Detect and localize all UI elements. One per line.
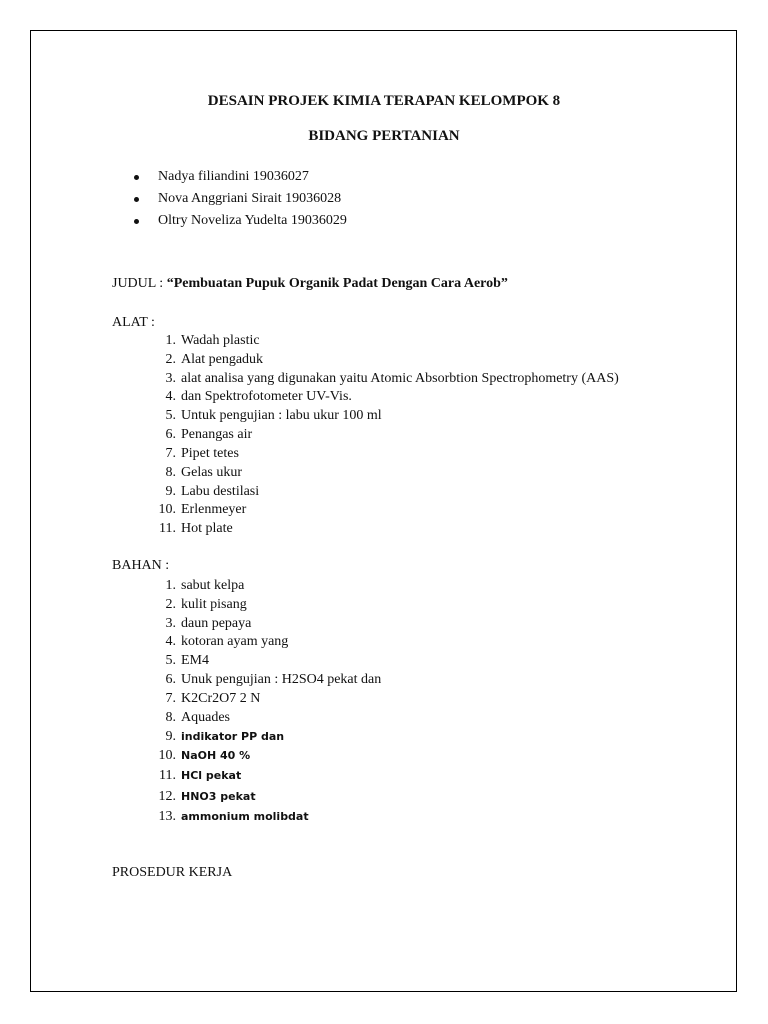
alat-item-text: Wadah plastic <box>181 333 260 348</box>
alat-item-text: Gelas ukur <box>181 465 243 480</box>
bullet-icon <box>134 175 139 180</box>
bullet-icon <box>134 197 139 202</box>
bahan-item-number: 11. <box>159 768 176 783</box>
alat-item-text: Pipet tetes <box>181 446 239 461</box>
alat-item-number: 1. <box>165 333 176 348</box>
alat-item-number: 11. <box>159 521 176 536</box>
document-title: DESAIN PROJEK KIMIA TERAPAN KELOMPOK 8 <box>207 93 561 109</box>
member-name: Nadya filiandini 19036027 <box>158 169 309 184</box>
alat-item-text: Labu destilasi <box>181 484 260 499</box>
bahan-item-number: 3. <box>165 616 176 631</box>
bahan-heading: BAHAN : <box>112 558 170 573</box>
alat-item-number: 5. <box>165 408 176 423</box>
prosedur-heading: PROSEDUR KERJA <box>112 865 233 880</box>
alat-item-text: Alat pengaduk <box>181 352 264 367</box>
bahan-item-number: 2. <box>165 597 176 612</box>
alat-heading: ALAT : <box>112 315 155 330</box>
bahan-item-number: 12. <box>158 789 176 804</box>
bahan-item-text: NaOH 40 % <box>181 749 251 762</box>
alat-item-text: Penangas air <box>181 427 253 442</box>
bahan-item-text: ammonium molibdat <box>181 810 309 823</box>
alat-item-number: 9. <box>165 484 176 499</box>
alat-item-number: 6. <box>165 427 176 442</box>
bahan-item-number: 5. <box>165 653 176 668</box>
bahan-item-text: kotoran ayam yang <box>181 634 289 649</box>
bahan-item-text: Aquades <box>181 710 230 725</box>
member-name: Oltry Noveliza Yudelta 19036029 <box>158 213 347 228</box>
bahan-item-text: HCl pekat <box>181 769 242 782</box>
bahan-item-text: K2Cr2O7 2 N <box>181 691 261 706</box>
bahan-item-text: indikator PP dan <box>181 730 285 743</box>
bahan-item-number: 7. <box>165 691 176 706</box>
alat-item-number: 7. <box>165 446 176 461</box>
alat-item-text: Erlenmeyer <box>181 502 247 517</box>
judul-label: JUDUL : <box>112 276 167 291</box>
alat-item-number: 3. <box>165 371 176 386</box>
bahan-item-text: EM4 <box>181 653 209 668</box>
bahan-item-number: 4. <box>165 634 176 649</box>
bahan-item-number: 9. <box>165 729 176 744</box>
alat-item-number: 4. <box>165 389 176 404</box>
judul-value: “Pembuatan Pupuk Organik Padat Dengan Cara Aerob” <box>166 276 508 291</box>
alat-item-number: 2. <box>165 352 176 367</box>
bahan-item-text: daun pepaya <box>181 616 252 631</box>
bahan-item-text: kulit pisang <box>181 597 247 612</box>
member-name: Nova Anggriani Sirait 19036028 <box>158 191 342 206</box>
bahan-item-text: Unuk pengujian : H2SO4 pekat dan <box>181 672 382 687</box>
bahan-item-number: 8. <box>165 710 176 725</box>
alat-item-text: Hot plate <box>181 521 233 536</box>
judul-line <box>112 276 508 292</box>
bahan-item-text: HNO3 pekat <box>181 790 256 803</box>
bullet-icon <box>134 219 139 224</box>
alat-item-text: alat analisa yang digunakan yaitu Atomic Absorbtion Spectrophometry (AAS) <box>181 371 619 386</box>
bahan-item-text: sabut kelpa <box>181 578 245 593</box>
bahan-item-number: 1. <box>165 578 176 593</box>
alat-item-number: 10. <box>158 502 176 517</box>
alat-item-number: 8. <box>165 465 176 480</box>
bahan-item-number: 13. <box>158 809 176 824</box>
alat-item-text: dan Spektrofotometer UV-Vis. <box>181 389 352 404</box>
bahan-item-number: 10. <box>158 748 176 763</box>
document-subtitle: BIDANG PERTANIAN <box>308 128 460 144</box>
bahan-item-number: 6. <box>165 672 176 687</box>
alat-item-text: Untuk pengujian : labu ukur 100 ml <box>181 408 382 423</box>
